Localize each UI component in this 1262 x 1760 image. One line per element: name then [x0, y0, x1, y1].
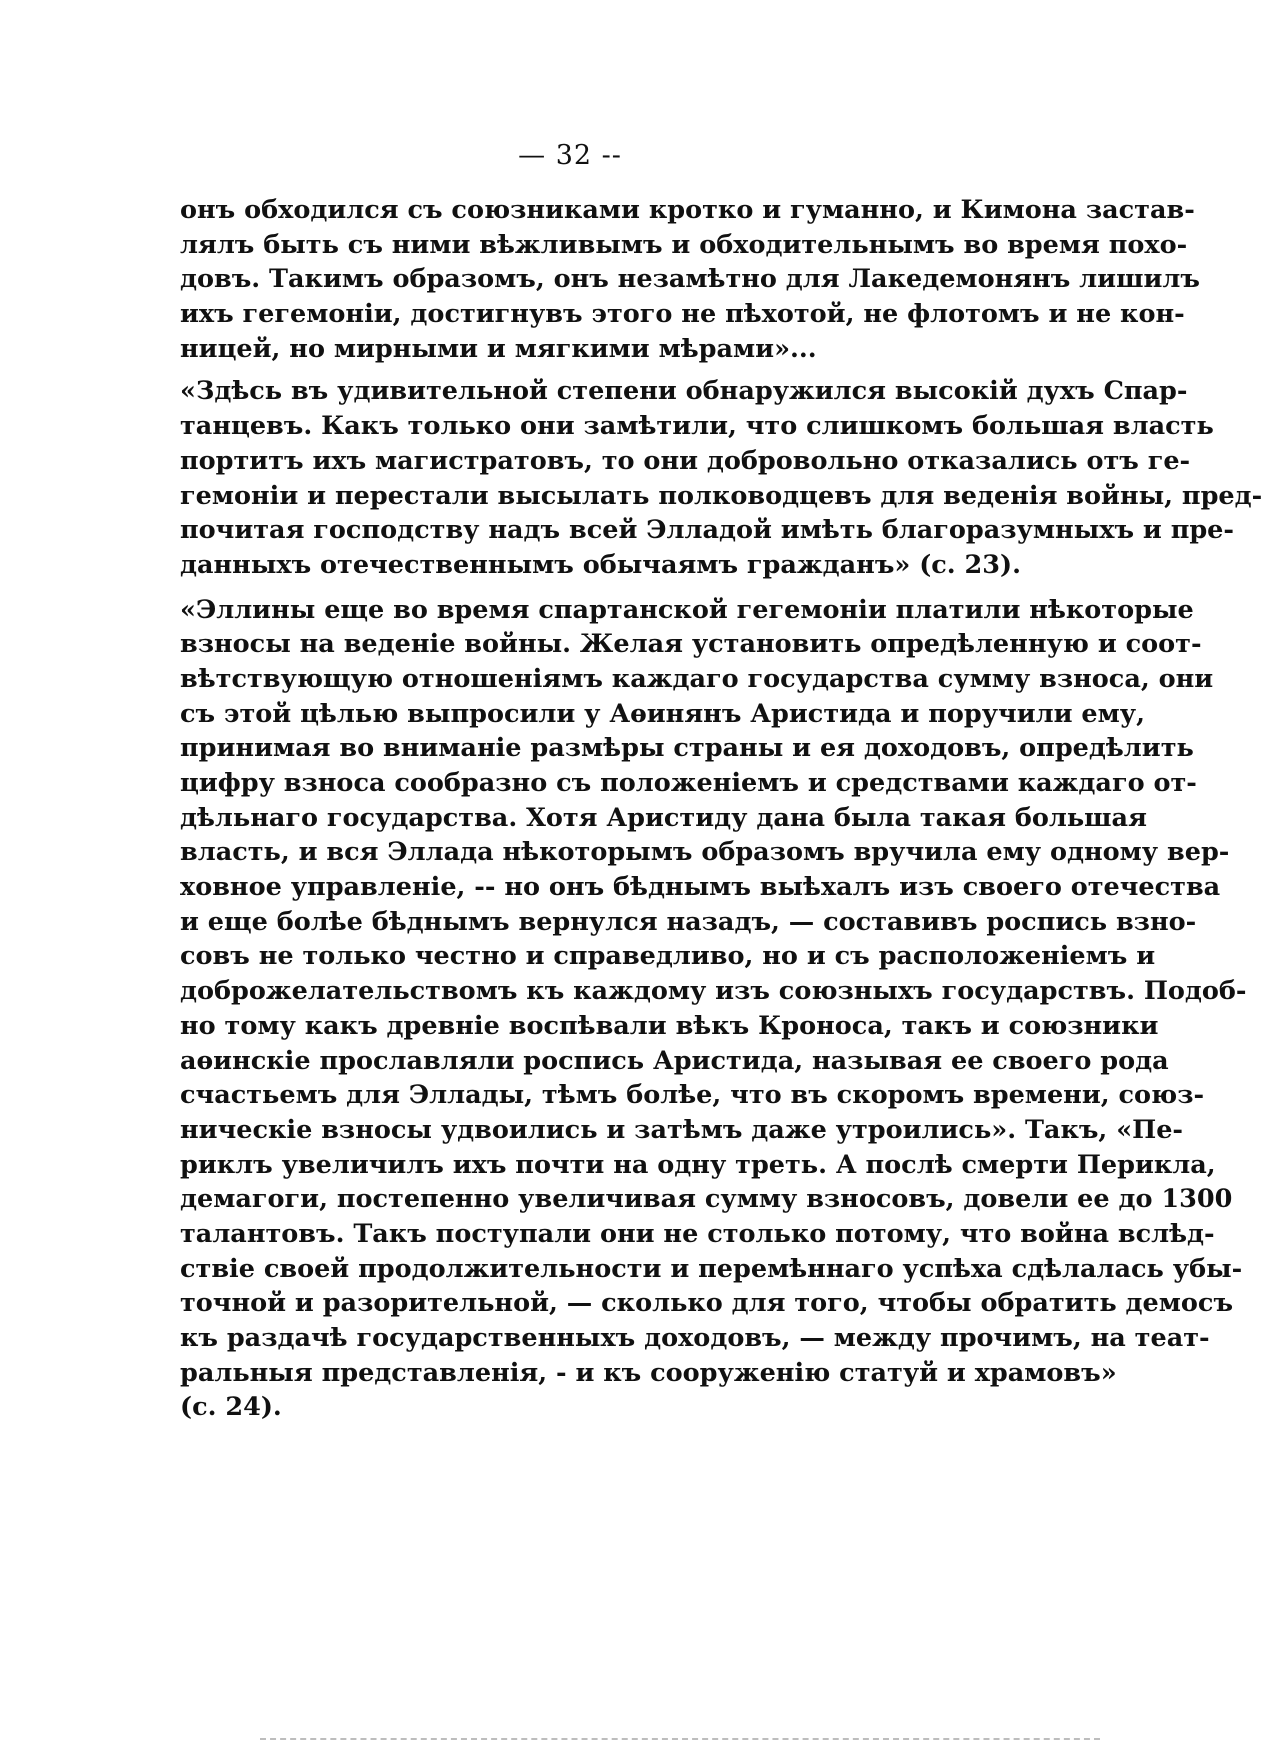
text-body	[180, 193, 1262, 1425]
text-line: аѳинскіе прославляли роспись Аристида, называя ее своего рода	[180, 1045, 1169, 1076]
text-line: цифру взноса сообразно съ положеніемъ и средствами каждаго от-	[180, 768, 1197, 798]
text-line: но тому какъ древніе воспѣвали вѣкъ Кроноса, такъ и союзники	[180, 1010, 1159, 1041]
text-line: онъ обходился съ союзниками кротко и гуманно, и Кимона застав-	[180, 195, 1195, 225]
text-line: дѣльнаго государства. Хотя Аристиду дана была такая большая	[180, 802, 1147, 833]
paragraph-3	[180, 593, 1247, 1426]
text-line: счастьемъ для Эллады, тѣмъ болѣе, что въ скоромъ времени, союз-	[180, 1080, 1205, 1111]
text-line: лялъ быть съ ними вѣжливымъ и обходительнымъ во время похо-	[180, 229, 1188, 260]
text-line: почитая господству надъ всей Элладой имѣть благоразумныхъ и пре-	[180, 515, 1234, 546]
text-line: принимая во вниманіе размѣры страны и ея доходовъ, опредѣлить	[180, 733, 1194, 764]
text-line: танцевъ. Какъ только они замѣтили, что слишкомъ большая власть	[180, 411, 1214, 442]
text-line: ральныя представленія, - и къ сооруженію статуй и храмовъ»	[180, 1357, 1117, 1388]
text-line: «Эллины еще во время спартанской гегемоніи платили нѣкоторые	[180, 594, 1194, 625]
text-line: ствіе своей продолжительности и перемѣннаго успѣха сдѣлалась убы-	[180, 1253, 1243, 1284]
paragraph-2	[180, 374, 1262, 582]
text-line: ховное управленіе, -- но онъ бѣднымъ выѣхалъ изъ своего отечества	[180, 872, 1221, 903]
text-line: риклъ увеличилъ ихъ почти на одну треть. А послѣ смерти Перикла,	[180, 1149, 1216, 1180]
text-line: власть, и вся Эллада нѣкоторымъ образомъ вручила ему одному вер-	[180, 837, 1230, 868]
paragraph-1	[180, 193, 1200, 366]
text-line: талантовъ. Такъ поступали они не столько потому, что война вслѣд-	[180, 1218, 1215, 1249]
text-line: взносы на веденіе войны. Желая установить опредѣленную и соот-	[180, 629, 1202, 660]
text-line: портитъ ихъ магистратовъ, то они добровольно отказались отъ ге-	[180, 445, 1191, 476]
text-line: совъ не только честно и справедливо, но и съ расположеніемъ и	[180, 941, 1156, 972]
bottom-scan-artifact	[260, 1738, 1100, 1740]
text-line: гемоніи и перестали высылать полководцевъ для веденія войны, пред-	[180, 480, 1262, 511]
text-line: демагоги, постепенно увеличивая сумму взносовъ, довели ее до 1300	[180, 1184, 1233, 1215]
text-line: вѣтствующую отношеніямъ каждаго государства сумму взноса, они	[180, 663, 1214, 694]
text-line: ницей, но мирными и мягкими мѣрами»...	[180, 333, 817, 364]
text-line: точной и разорительной, — сколько для того, чтобы обратить демосъ	[180, 1288, 1234, 1319]
text-line: доброжелательствомъ къ каждому изъ союзныхъ государствъ. Подоб-	[180, 976, 1247, 1007]
text-line: ническіе взносы удвоились и затѣмъ даже утроились». Такъ, «Пе-	[180, 1114, 1184, 1145]
page-number: — 32 --	[518, 140, 622, 171]
text-line: ихъ гегемоніи, достигнувъ этого не пѣхотой, не флотомъ и не кон-	[180, 299, 1185, 330]
text-line: (с. 24).	[180, 1392, 282, 1423]
text-line: къ раздачѣ государственныхъ доходовъ, — между прочимъ, на теат-	[180, 1323, 1210, 1353]
text-line: довъ. Такимъ образомъ, онъ незамѣтно для Лакедемонянъ лишилъ	[180, 264, 1200, 295]
text-line: и еще болѣе бѣднымъ вернулся назадъ, — составивъ роспись взно-	[180, 906, 1197, 937]
text-line: «Здѣсь въ удивительной степени обнаружился высокій духъ Спар-	[180, 376, 1188, 407]
text-line: съ этой цѣлью выпросили у Аѳинянъ Аристида и поручили ему,	[180, 698, 1145, 729]
text-line: данныхъ отечественнымъ обычаямъ гражданъ» (с. 23).	[180, 549, 1021, 580]
